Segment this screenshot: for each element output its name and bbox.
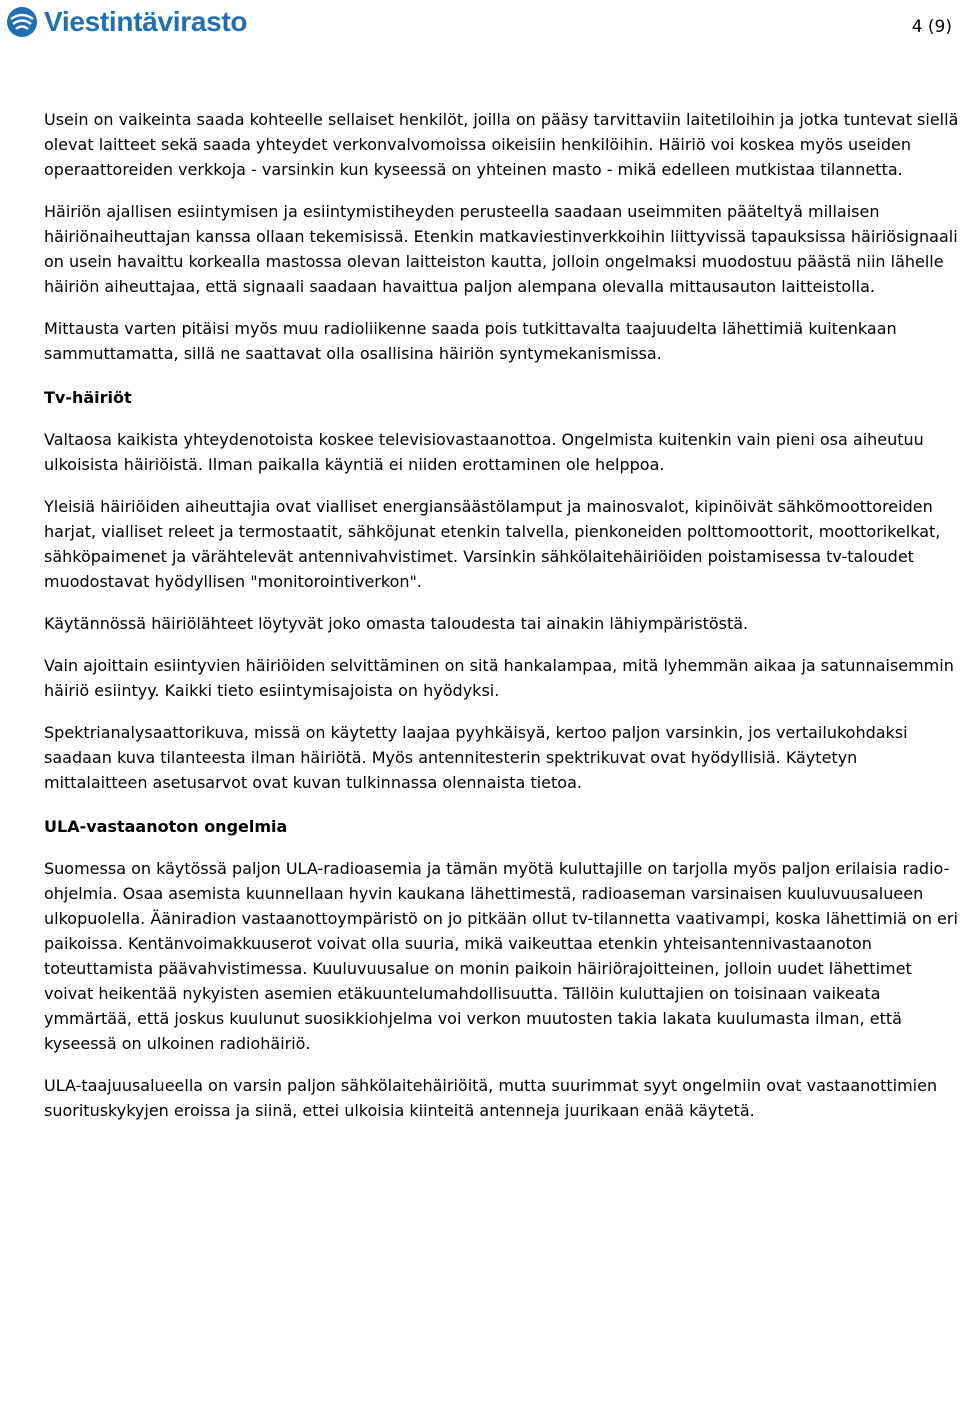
paragraph-tv-sources: Yleisiä häiriöiden aiheuttajia ovat vialliset energiansäästölamput ja mainosvalot, kipinöivät sähkömoottoreiden harjat, vialliset releet ja termostaatit, sähköjunat etenkin talvella, pienkoneiden polttomoottorit, moottorikelkat, sähköpaimenet ja värähtelevät antennivahvistimet. Varsinkin sähkölaitehäiriöiden poistamisessa tv-taloudet muodostavat hyödyllisen "monitorointiverkon".: [44, 497, 941, 591]
paragraph-fm-stations: Suomessa on käytössä paljon ULA-radioasemia ja tämän myötä kuluttajille on tarjolla myös paljon erilaisia radio-ohjelmia. Osaa asemista kuunnellaan hyvin kaukana lähettimestä, radioaseman varsinaisen kuuluvuusalueen ulkopuolella. Ääniradion vastaanottoympäristö on jo pitkään ollut tv-tilannetta vaativampi, koska lähettimiä on eri paikoissa. Kentänvoimakkuuserot voivat olla suuria, mikä vaikeuttaa etenkin yhteisantennivastaanoton toteuttamista päävahvistimessa. Kuuluvuusalue on monin paikoin häiriörajoitteinen, jolloin uudet lähettimet voivat heikentää nykyisten asemien etäkuuntelumahdollisuutta. Tällöin kuluttajien on toisinaan vaikeata ymmärtää, että joskus kuulunut suosikkiohjelma voi verkon muutosten takia lakata kuulumasta ilman, että kyseessä on ulkoinen radiohäiriö.: [44, 859, 958, 1053]
paragraph-fm-band: ULA-taajuusalueella on varsin paljon sähkölaitehäiriöitä, mutta suurimmat syyt ongelmiin ovat vastaanottimien suorituskykyjen eroissa ja siinä, ettei ulkoisia kiinteitä antenneja juurikaan enää käytetä.: [44, 1076, 938, 1120]
paragraph-measurement: Mittausta varten pitäisi myös muu radioliikenne saada pois tutkittavalta taajuudelta lähettimiä kuitenkaan sammuttamatta, sillä ne saattavat olla osallisina häiriön syntymekanismissa.: [44, 319, 897, 363]
heading-fm-problems: ULA-vastaanoton ongelmia: [44, 817, 288, 836]
viestintavirasto-logo-icon: [6, 6, 38, 38]
paragraph-tv-contacts: Valtaosa kaikista yhteydenotoista koskee televisiovastaanottoa. Ongelmista kuitenkin vain pieni osa aiheutuu ulkoisista häiriöistä. Ilman paikalla käyntiä ei niiden erottaminen ole helppoa.: [44, 430, 924, 474]
paragraph-local-sources: Käytännössä häiriölähteet löytyvät joko omasta taloudesta tai ainakin lähiympäristöstä.: [44, 614, 749, 633]
paragraph-occurrence: Häiriön ajallisen esiintymisen ja esiintymistiheyden perusteella saadaan useimmiten pääteltyä millaisen häiriönaiheuttajan kanssa ollaan tekemisissä. Etenkin matkaviestinverkkoihin liittyvissä tapauksissa häiriösignaali on usein havaittu korkealla mastossa olevan laitteiston kautta, jolloin ongelmaksi muodostuu päästä niin lähelle häiriön aiheuttajaa, että signaali saadaan havaittua paljon alempana olevalla mittausauton laitteistolla.: [44, 202, 958, 296]
paragraph-intermittent: Vain ajoittain esiintyvien häiriöiden selvittäminen on sitä hankalampaa, mitä lyhemmän aikaa ja satunnaisemmin häiriö esiintyy. Kaikki tieto esiintymisajoista on hyödyksi.: [44, 656, 954, 700]
document-body: [44, 107, 960, 1140]
logo-text: Viestintävirasto: [44, 6, 248, 37]
page-number: 4 (9): [911, 17, 952, 37]
paragraph-access: Usein on vaikeinta saada kohteelle sellaiset henkilöt, joilla on pääsy tarvittaviin laitetiloihin ja jotka tuntevat siellä olevat laitteet sekä saada yhteydet verkonvalvomoissa oikeisiin henkilöihin. Häiriö voi koskea myös useiden operaattoreiden verkkoja - varsinkin kun kyseessä on yhteinen masto - mikä edelleen mutkistaa tilannetta.: [44, 110, 959, 179]
paragraph-spectrum: Spektrianalysaattorikuva, missä on käytetty laajaa pyyhkäisyä, kertoo paljon varsinkin, jos vertailukohdaksi saadaan kuva tilanteesta ilman häiriötä. Myös antennitesterin spektrikuvat ovat hyödyllisiä. Käytetyn mittalaitteen asetusarvot ovat kuvan tulkinnassa olennaista tietoa.: [44, 723, 908, 792]
header-logo: [6, 6, 247, 38]
heading-tv-interference: Tv-häiriöt: [44, 388, 132, 407]
